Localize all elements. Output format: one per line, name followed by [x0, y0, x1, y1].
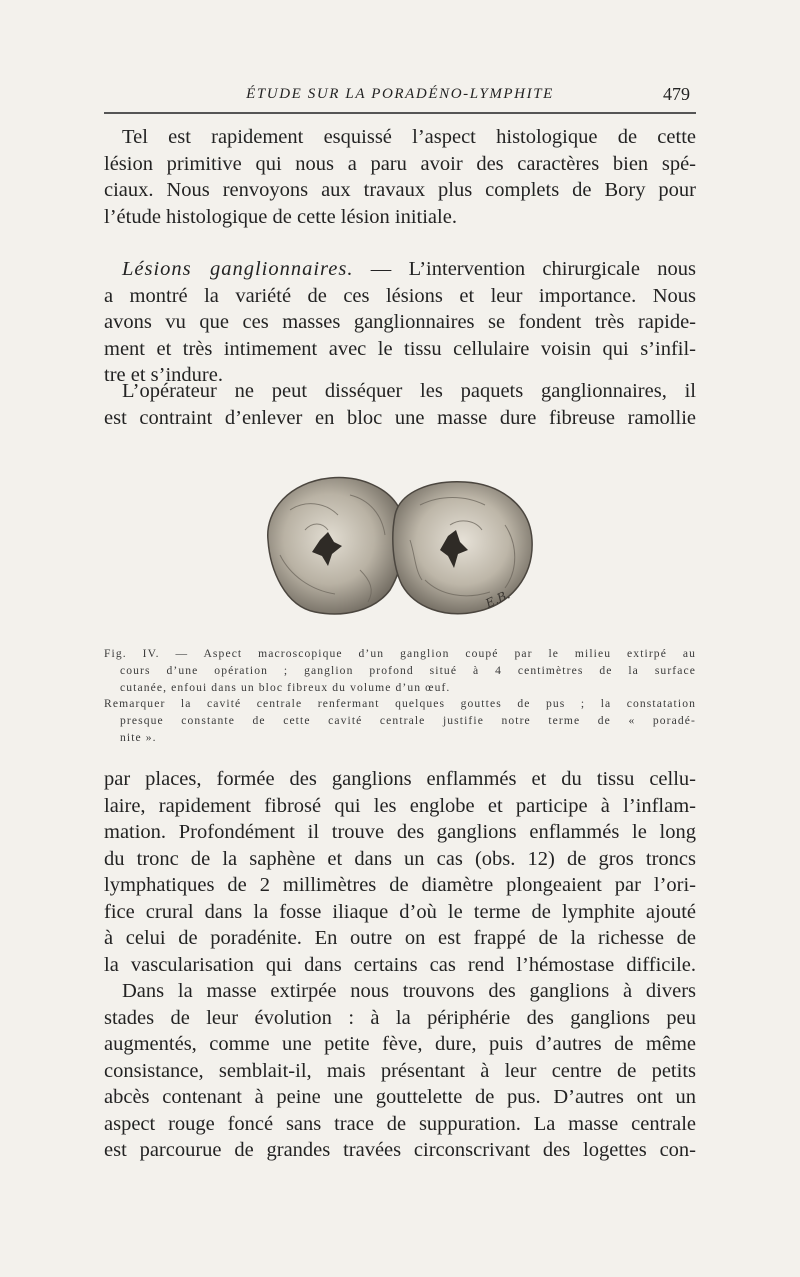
running-title: ÉTUDE SUR LA PORADÉNO-LYMPHITE [246, 86, 554, 102]
text-line: stades de leur évolution : à la périphérie des ganglions peu [104, 1006, 696, 1029]
text-line: à celui de poradénite. En outre on est frappé de la richesse de [104, 927, 696, 949]
caption-line: cours d’une opération ; ganglion profond situé à 4 centimètres de la surface [120, 663, 696, 677]
text-line: mation. Profondément il trouve des ganglions enflammés le long [104, 821, 696, 843]
text-line: tre et s’indure. [104, 364, 223, 386]
text-line: abcès contenant à peine une gouttelette de pus. D’autres ont un [104, 1086, 696, 1108]
text-line: par places, formée des ganglions enflammés et du tissu cellu- [104, 768, 696, 790]
text-line: Dans la masse extirpée nous trouvons des ganglions à divers [122, 980, 696, 1002]
text-line: lésion primitive qui nous a paru avoir des caractères bien spé- [104, 152, 696, 175]
text-line: du tronc de la saphène et dans un cas (obs. 12) de gros troncs [104, 847, 696, 870]
header-rule [104, 112, 696, 114]
text-line: fice crural dans la fosse iliaque d’où le terme de lymphite ajouté [104, 900, 696, 923]
page-number: 479 [663, 84, 690, 104]
text-line [104, 256, 696, 283]
paragraph-4 [104, 766, 696, 978]
text-line: lymphatiques de 2 millimètres de diamètre plongeaient par l’ori- [104, 874, 696, 896]
paragraph-2 [104, 256, 696, 389]
text-line: L’opérateur ne peut disséquer les paquets ganglionnaires, il [122, 380, 696, 402]
caption-line: presque constante de cette cavité centrale justifie notre terme de « poradé- [120, 714, 696, 728]
text-line: Tel est rapidement esquissé l’aspect histologique de cette [122, 126, 696, 148]
paragraph-5 [104, 978, 696, 1164]
caption-line: nite ». [120, 730, 157, 744]
text-line: ment et très intimement avec le tissu cellulaire voisin qui s’infil- [104, 337, 696, 360]
text-line: consistance, semblait-il, mais présentant à leur centre de petits [104, 1059, 696, 1082]
paragraph-3 [104, 378, 696, 431]
ganglion-illustration [250, 470, 550, 630]
text-run: — L’intervention chirurgicale nous [353, 258, 696, 280]
text-line: la vascularisation qui dans certains cas rend l’hémostase difficile. [104, 953, 696, 976]
text-line: est parcourue de grandes travées circonscrivant des logettes con- [104, 1139, 696, 1161]
figure-caption [104, 646, 696, 747]
artist-signature: E.B. [483, 587, 513, 611]
text-line: ciaux. Nous renvoyons aux travaux plus complets de Bory pour [104, 179, 696, 201]
text-line: avons vu que ces masses ganglionnaires se fondent très rapide- [104, 311, 696, 333]
section-heading: Lésions ganglionnaires. [122, 258, 354, 280]
text-line: a montré la variété de ces lésions et leur importance. Nous [104, 284, 696, 307]
caption-line: cutanée, enfoui dans un bloc fibreux du volume d’un œuf. [120, 680, 451, 694]
text-line: est contraint d’enlever en bloc une masse dure fibreuse ramollie [104, 406, 696, 429]
paragraph-1 [104, 124, 696, 230]
text-line: l’étude histologique de cette lésion initiale. [104, 205, 457, 228]
text-line: augmentés, comme une petite fève, dure, puis d’autres de même [104, 1033, 696, 1055]
text-line: aspect rouge foncé sans trace de suppuration. La masse centrale [104, 1112, 696, 1135]
caption-line: Remarquer la cavité centrale renfermant quelques gouttes de pus ; la constatation [104, 697, 696, 711]
page-header [104, 80, 696, 106]
caption-line: Fig. IV. — Aspect macroscopique d’un ganglion coupé par le milieu extirpé au [104, 647, 696, 660]
text-line: laire, rapidement fibrosé qui les englobe et participe à l’inflam- [104, 794, 696, 817]
